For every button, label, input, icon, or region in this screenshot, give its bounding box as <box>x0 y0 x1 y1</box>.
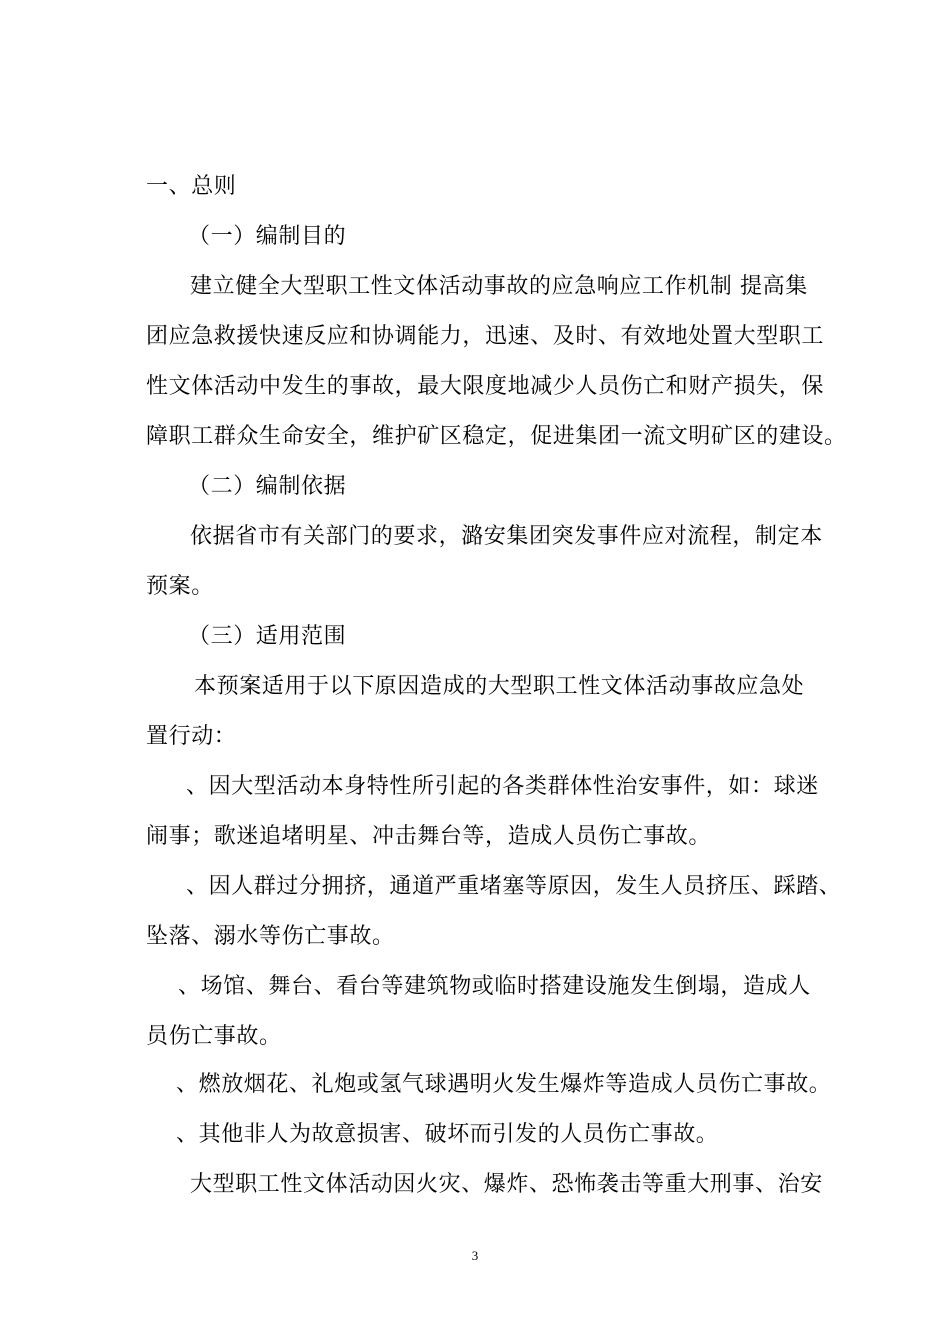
paragraph-line: 大型职工性文体活动因火灾、爆炸、恐怖袭击等重大刑事、治安 <box>190 1172 823 1197</box>
paragraph-line: 置行动： <box>146 724 237 749</box>
scope-item: 、因人群过分拥挤，通道严重堵塞等原因，发生人员挤压、踩踏、 <box>186 874 842 899</box>
paragraph-line: 性文体活动中发生的事故，最大限度地减少人员伤亡和财产损失，保 <box>146 374 825 399</box>
section-title-purpose: （一）编制目的 <box>188 224 347 249</box>
section-title-basis: （二）编制依据 <box>188 474 347 499</box>
scope-item: 、燃放烟花、礼炮或氢气球遇明火发生爆炸等造成人员伤亡事故。 <box>176 1072 832 1097</box>
page-number: 3 <box>471 1248 479 1263</box>
scope-item: 、因大型活动本身特性所引起的各类群体性治安事件，如：球迷 <box>186 774 819 799</box>
paragraph-line: 预案。 <box>146 574 214 599</box>
scope-item-continued: 闹事；歌迷追堵明星、冲击舞台等，造成人员伤亡事故。 <box>146 824 712 849</box>
paragraph-line: 团应急救援快速反应和协调能力，迅速、及时、有效地处置大型职工 <box>146 324 825 349</box>
paragraph-line: 本预案适用于以下原因造成的大型职工性文体活动事故应急处 <box>194 674 805 699</box>
scope-item-continued: 坠落、溺水等伤亡事故。 <box>146 924 395 949</box>
section-title-scope: （三）适用范围 <box>188 624 347 649</box>
paragraph-line: 障职工群众生命安全，维护矿区稳定，促进集团一流文明矿区的建设。 <box>146 424 847 449</box>
paragraph-line: 建立健全大型职工性文体活动事故的应急响应工作机制 提高集 <box>190 274 808 299</box>
scope-item-continued: 员伤亡事故。 <box>146 1024 282 1049</box>
scope-item: 、场馆、舞台、看台等建筑物或临时搭建设施发生倒塌，造成人 <box>178 974 811 999</box>
heading-general: 一、总则 <box>146 174 237 199</box>
paragraph-line: 依据省市有关部门的要求，潞安集团突发事件应对流程，制定本 <box>190 524 823 549</box>
scope-item: 、其他非人为故意损害、破坏而引发的人员伤亡事故。 <box>176 1122 719 1147</box>
